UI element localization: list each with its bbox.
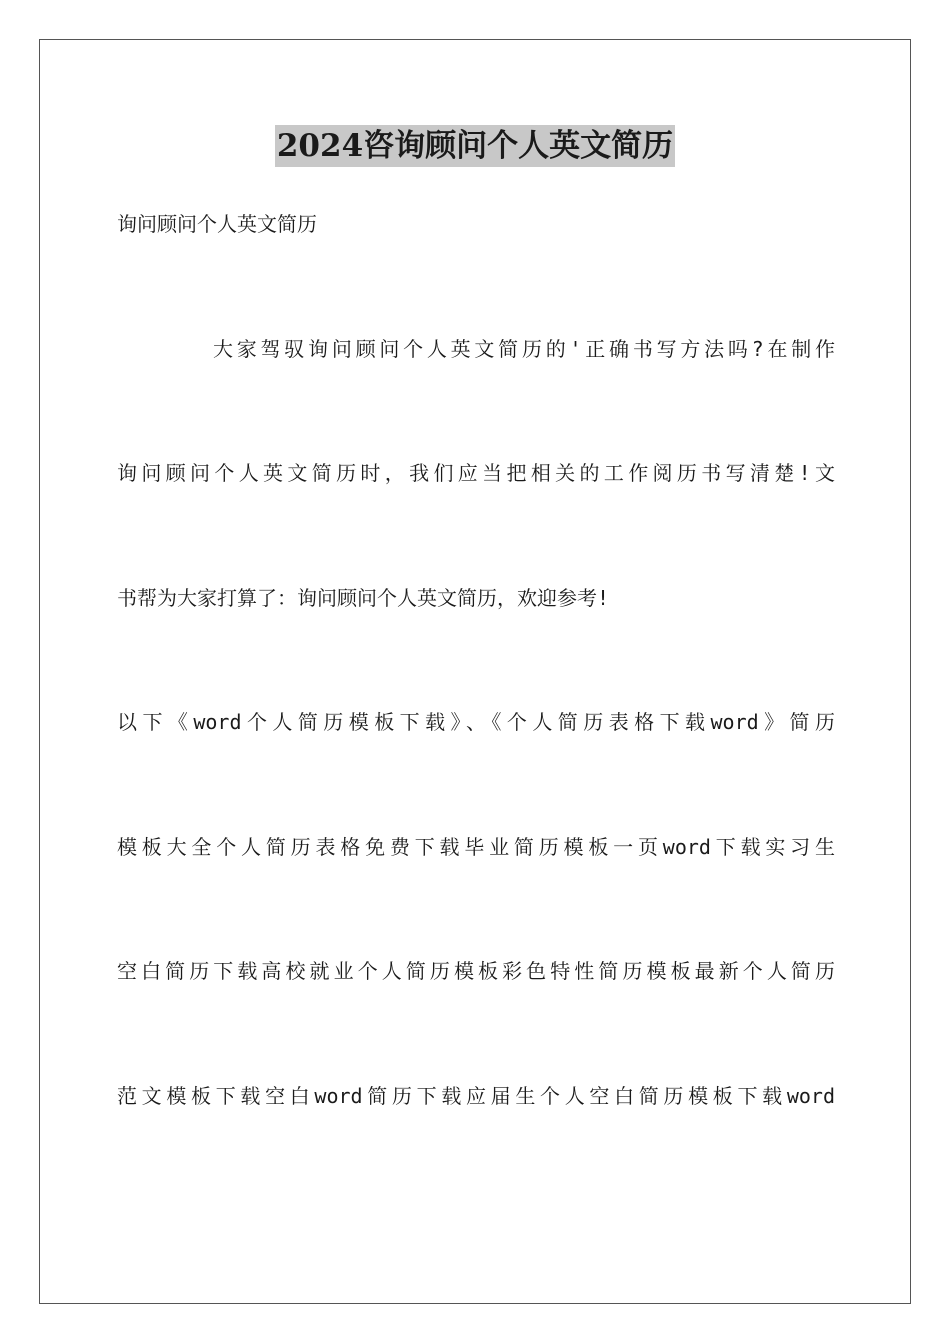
paragraph-line: 空白简历下载高校就业个人简历模板彩色特性简历模板最新个人简历 [117,959,835,983]
paragraph-line: 大家驾驭询问顾问个人英文简历的'正确书写方法吗?在制作 [213,337,835,361]
document-subtitle: 询问顾问个人英文简历 [117,212,317,236]
paragraph-line: 询问顾问个人英文简历时，我们应当把相关的工作阅历书写清楚!文 [117,461,835,485]
title-container [0,125,950,167]
document-title: 2024咨询顾问个人英文简历 [275,125,675,167]
paragraph-line: 范文模板下载空白word简历下载应届生个人空白简历模板下载word [117,1084,835,1108]
paragraph-line: 以下《word个人简历模板下载》、《个人简历表格下载word》简历 [117,710,835,734]
paragraph-line: 模板大全个人简历表格免费下载毕业简历模板一页word下载实习生 [117,835,835,859]
paragraph-line: 书帮为大家打算了：询问顾问个人英文简历，欢迎参考! [117,586,610,610]
